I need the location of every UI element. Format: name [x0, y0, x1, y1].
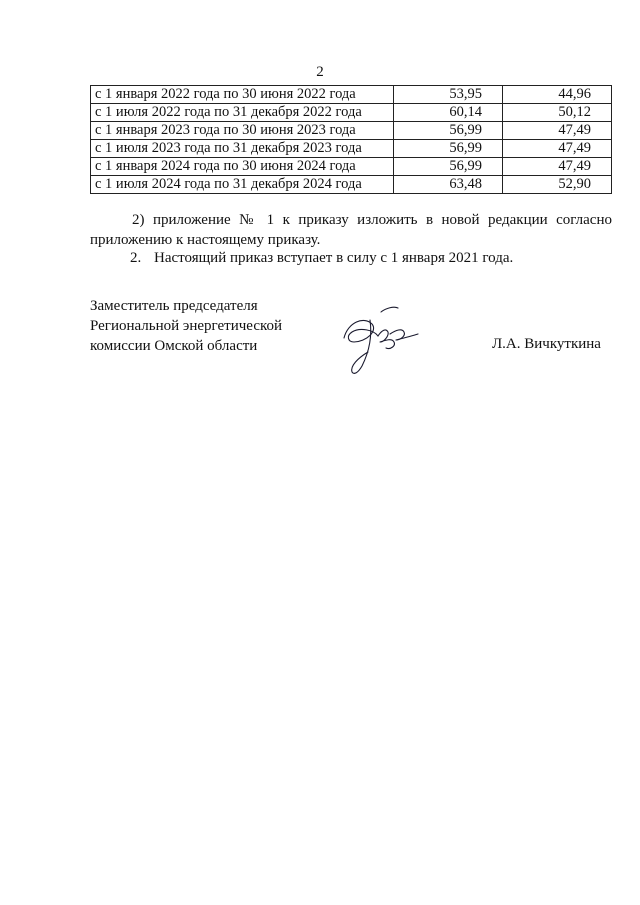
value-2-cell: 47,49	[503, 158, 612, 176]
period-cell: с 1 января 2024 года по 30 июня 2024 года	[91, 158, 394, 176]
signatory-title-line: Заместитель председателя	[90, 298, 258, 314]
value-1-cell: 63,48	[394, 176, 503, 194]
signatory-title-line: комиссии Омской области	[90, 338, 258, 354]
paragraph-text: Настоящий приказ вступает в силу с 1 января 2021 года.	[154, 250, 514, 266]
signatory-title	[90, 296, 282, 356]
value-1-cell: 56,99	[394, 122, 503, 140]
signer-name: Л.А. Вичкуткина	[492, 336, 601, 352]
value-2-cell: 47,49	[503, 122, 612, 140]
table-row	[91, 140, 612, 158]
value-1-cell: 56,99	[394, 140, 503, 158]
period-cell: с 1 июля 2023 года по 31 декабря 2023 года	[91, 140, 394, 158]
value-2-cell: 52,90	[503, 176, 612, 194]
table-row	[91, 86, 612, 104]
handwritten-signature	[326, 300, 426, 380]
amendment-paragraph: 2) приложение № 1 к приказу изложить в новой редакции согласно приложению к настоящему приказу.	[90, 212, 612, 248]
value-1-cell: 60,14	[394, 104, 503, 122]
effective-date-paragraph	[90, 248, 612, 268]
table-row	[91, 104, 612, 122]
page-number: 2	[316, 64, 324, 80]
value-2-cell: 47,49	[503, 140, 612, 158]
tariff-table	[90, 85, 612, 194]
table-row	[91, 122, 612, 140]
value-1-cell: 53,95	[394, 86, 503, 104]
period-cell: с 1 января 2023 года по 30 июня 2023 года	[91, 122, 394, 140]
period-cell: с 1 января 2022 года по 30 июня 2022 года	[91, 86, 394, 104]
table-row	[91, 176, 612, 194]
tariff-table-body	[91, 86, 612, 194]
table-row	[91, 158, 612, 176]
paragraph-number: 2.	[130, 250, 142, 266]
signatory-title-line: Региональной энергетической	[90, 318, 283, 334]
period-cell: с 1 июля 2024 года по 31 декабря 2024 года	[91, 176, 394, 194]
value-2-cell: 44,96	[503, 86, 612, 104]
period-cell: с 1 июля 2022 года по 31 декабря 2022 года	[91, 104, 394, 122]
value-2-cell: 50,12	[503, 104, 612, 122]
value-1-cell: 56,99	[394, 158, 503, 176]
